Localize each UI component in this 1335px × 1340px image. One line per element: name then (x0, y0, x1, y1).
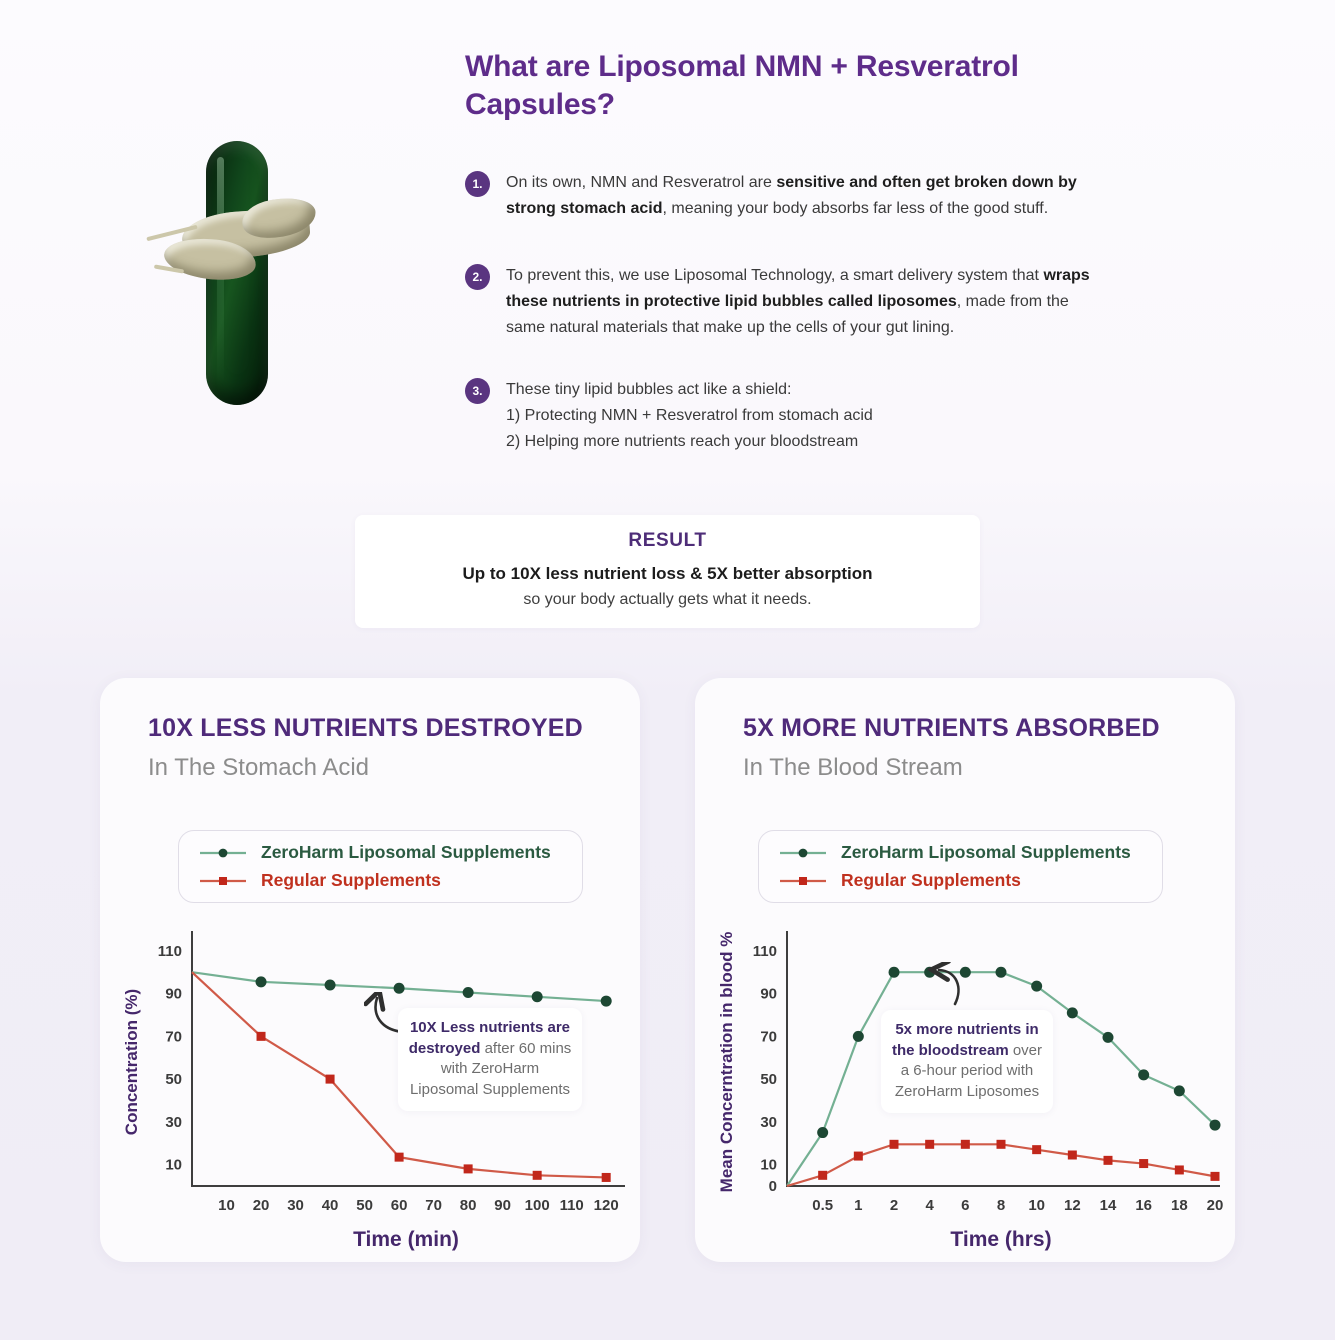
svg-text:70: 70 (165, 1028, 182, 1046)
legend-item-regular (779, 870, 1142, 891)
svg-text:70: 70 (425, 1197, 442, 1214)
number-badge-3: 3. (465, 378, 490, 404)
list-item-2-text: To prevent this, we use Liposomal Technology, a smart delivery system that wraps these nutrients in protective lipid bubbles called liposomes, made from the same natural materials that make up the cells of your gut lining. (506, 267, 1090, 337)
svg-text:Concentration (%): Concentration (%) (122, 988, 141, 1136)
number-badge-1: 1. (465, 171, 490, 197)
svg-text:0.5: 0.5 (812, 1197, 834, 1214)
list-item-3-text: These tiny lipid bubbles act like a shield: 1) Protecting NMN + Resveratrol from stomach acid 2) Helping more nutrients reach your bloodstream (506, 381, 873, 451)
result-bold-line: Up to 10X less nutrient loss & 5X better absorption (462, 564, 873, 583)
number-badge-2: 2. (465, 264, 490, 290)
legend-label: ZeroHarm Liposomal Supplements (841, 842, 1131, 862)
page-title-line1: What are Liposomal NMN + Resveratrol (465, 50, 1019, 83)
svg-text:Time (min): Time (min) (353, 1228, 459, 1251)
line-square-marker-icon (199, 874, 247, 888)
line-dot-marker-icon (199, 846, 247, 860)
page-title (465, 48, 1145, 124)
svg-text:10: 10 (218, 1197, 235, 1214)
svg-text:18: 18 (1170, 1197, 1188, 1214)
svg-text:110: 110 (559, 1197, 584, 1214)
legend-item-zeroharm (199, 842, 562, 863)
svg-text:40: 40 (321, 1197, 339, 1214)
svg-text:100: 100 (524, 1197, 550, 1214)
legend-item-zeroharm (779, 842, 1142, 863)
list-item-3 (465, 377, 1115, 456)
line-square-marker-icon (779, 874, 827, 888)
chart-subtitle: In The Stomach Acid (148, 754, 370, 781)
svg-text:20: 20 (252, 1197, 270, 1214)
annotation-bold-text: 10X Less nutrients are destroyed (408, 1019, 571, 1057)
svg-text:6: 6 (961, 1197, 970, 1214)
svg-text:30: 30 (760, 1113, 777, 1131)
chart-card-stomach-acid (100, 678, 640, 1262)
svg-text:4: 4 (925, 1197, 934, 1214)
svg-text:90: 90 (165, 985, 182, 1003)
svg-text:70: 70 (760, 1028, 777, 1046)
list-item-2 (465, 263, 1115, 342)
legend-label: ZeroHarm Liposomal Supplements (261, 842, 551, 862)
chart-title: 10X LESS NUTRIENTS DESTROYED (148, 714, 583, 742)
legend-label: Regular Supplements (841, 870, 1021, 890)
list-item-1-text: On its own, NMN and Resveratrol are sensitive and often get broken down by strong stomach acid, meaning your body absorbs far less of the good stuff. (506, 174, 1077, 218)
chart-card-blood-stream (695, 678, 1235, 1262)
chart-annotation (881, 1010, 1053, 1113)
svg-text:50: 50 (356, 1197, 373, 1214)
svg-text:0: 0 (768, 1178, 777, 1195)
annotation-rest-text: over a 6-hour period with ZeroHarm Liposomes (894, 1041, 1043, 1101)
legend (758, 830, 1163, 903)
annotation-arrow-icon (921, 962, 967, 1008)
svg-text:90: 90 (494, 1197, 511, 1214)
svg-text:10: 10 (1028, 1197, 1046, 1214)
svg-text:12: 12 (1063, 1197, 1081, 1214)
svg-text:50: 50 (760, 1071, 777, 1089)
svg-text:20: 20 (1206, 1197, 1223, 1214)
legend (178, 830, 583, 903)
page-title-line2: Capsules? (465, 87, 615, 121)
svg-text:14: 14 (1099, 1197, 1117, 1214)
svg-text:30: 30 (165, 1113, 182, 1131)
legend-label: Regular Supplements (261, 870, 441, 890)
svg-text:110: 110 (752, 942, 777, 960)
legend-item-regular (199, 870, 562, 891)
svg-text:Mean Concerntration in blood %: Mean Concerntration in blood % (717, 931, 736, 1193)
annotation-rest-text: after 60 mins with ZeroHarm Liposomal Supplements (409, 1039, 572, 1099)
result-heading: RESULT (628, 530, 707, 551)
result-card (355, 515, 980, 628)
chart-title: 5X MORE NUTRIENTS ABSORBED (743, 714, 1160, 742)
svg-text:90: 90 (760, 985, 777, 1003)
svg-text:8: 8 (996, 1197, 1006, 1214)
svg-text:10: 10 (760, 1156, 777, 1174)
svg-text:16: 16 (1135, 1197, 1153, 1214)
hero-section (0, 0, 1335, 500)
result-sub-line: so your body actually gets what it needs. (523, 591, 812, 608)
list-item-1 (465, 170, 1115, 222)
svg-text:110: 110 (157, 942, 182, 960)
svg-text:50: 50 (165, 1071, 182, 1089)
chart-annotation (398, 1008, 582, 1111)
chart-subtitle: In The Blood Stream (743, 754, 963, 781)
svg-text:80: 80 (459, 1197, 477, 1214)
svg-text:30: 30 (287, 1197, 304, 1214)
svg-text:10: 10 (165, 1156, 182, 1174)
svg-text:Time (hrs): Time (hrs) (950, 1228, 1052, 1251)
svg-text:2: 2 (889, 1197, 899, 1214)
svg-text:60: 60 (390, 1197, 408, 1214)
svg-text:120: 120 (593, 1197, 619, 1214)
annotation-bold-text: 5x more nutrients in the bloodstream (891, 1021, 1039, 1059)
line-dot-marker-icon (779, 846, 827, 860)
svg-text:1: 1 (854, 1197, 863, 1214)
capsule-image (190, 135, 360, 430)
